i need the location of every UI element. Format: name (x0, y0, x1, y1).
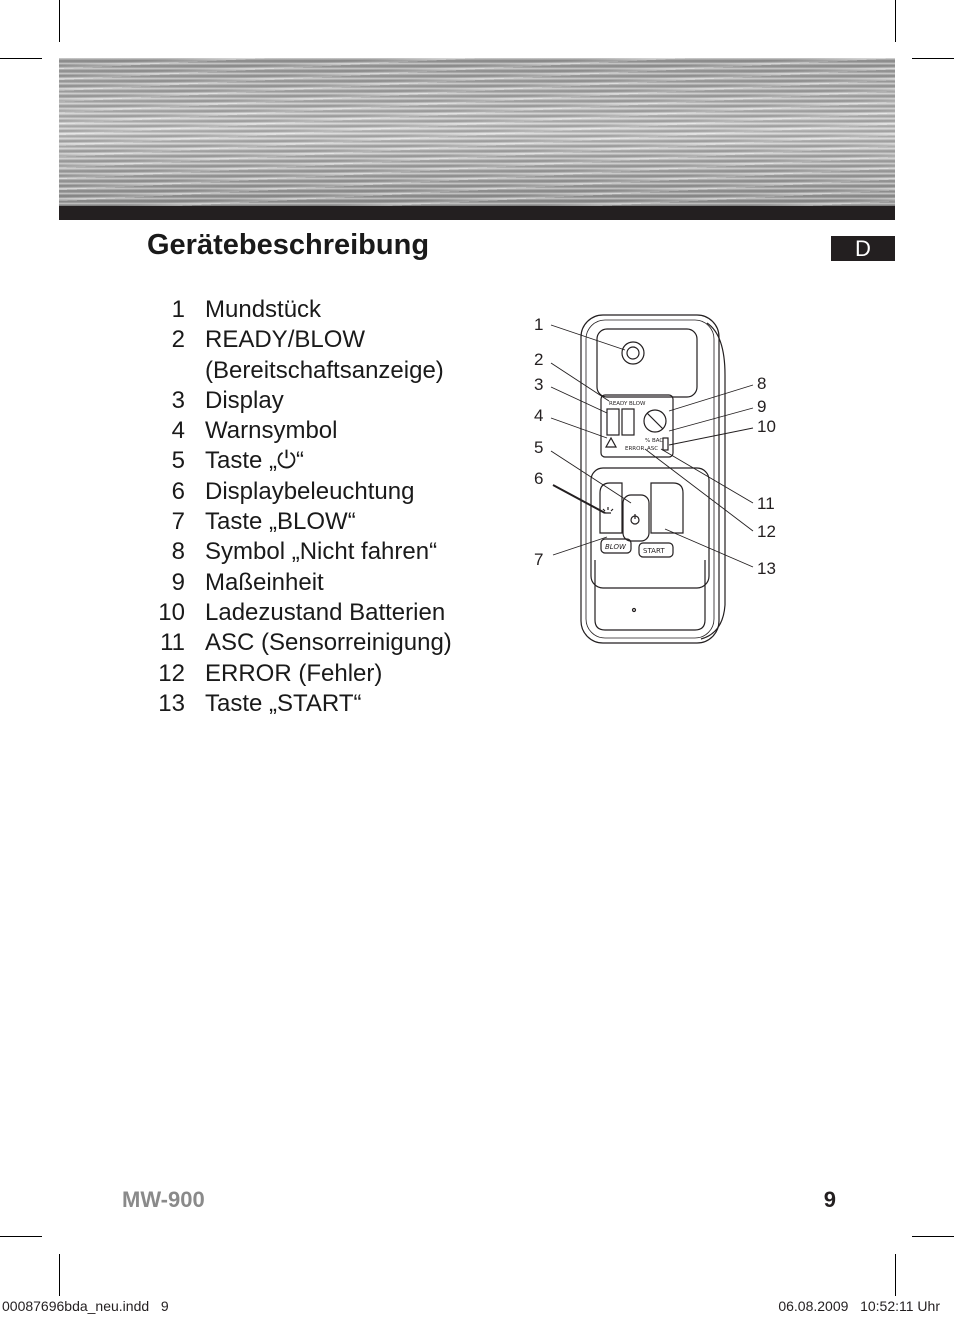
device-body-inner (586, 320, 714, 638)
language-tab: D (831, 236, 895, 261)
leader-line (551, 363, 609, 401)
callout-8: 8 (757, 374, 767, 393)
item-label: Mundstück (205, 296, 322, 323)
list-item (140, 628, 505, 658)
list-item (140, 507, 505, 537)
leader-line (645, 449, 753, 531)
display-digit (607, 409, 619, 435)
item-label: ERROR (Fehler) (205, 659, 383, 687)
list-item (140, 598, 505, 628)
print-slug-date: 06.08.2009 10:52:11 Uhr (778, 1298, 940, 1314)
item-label: ASC (Sensorreinigung) (205, 629, 452, 657)
button-panel (591, 468, 709, 588)
callout-12: 12 (757, 522, 776, 541)
item-label: Symbol „Nicht fahren“ (205, 538, 438, 566)
ready-label: READY (609, 401, 628, 407)
crop-mark (912, 58, 954, 59)
list-item (140, 477, 505, 507)
right-button (651, 483, 683, 533)
leader-line (661, 449, 753, 503)
model-name: MW-900 (122, 1187, 205, 1212)
item-label: Warnsymbol (205, 417, 338, 445)
leader-line (669, 428, 753, 445)
page-title: Gerätebeschreibung (147, 229, 430, 261)
item-number: 5 (171, 447, 185, 475)
item-label: Display (205, 386, 284, 414)
warning-icon (606, 438, 616, 447)
callout-5: 5 (534, 438, 544, 457)
callout-1: 1 (534, 315, 544, 334)
item-label: Ladezustand Batterien (205, 598, 446, 626)
banner-bottom-bar (59, 206, 895, 220)
item-number: 6 (171, 477, 185, 505)
item-number: 1 (171, 296, 185, 323)
list-item (140, 446, 505, 476)
callout-2: 2 (534, 350, 544, 369)
callout-7: 7 (534, 550, 544, 569)
mouthpiece-icon (622, 342, 644, 364)
list-item (140, 386, 505, 416)
crop-mark (59, 1254, 60, 1296)
list-item (140, 689, 505, 719)
list-item (140, 659, 505, 689)
power-button (623, 495, 649, 541)
crop-mark (895, 1254, 896, 1296)
callout-10: 10 (757, 417, 776, 436)
callout-9: 9 (757, 397, 767, 416)
start-button-label: START (643, 547, 665, 555)
item-label: Taste „⏻“ (205, 447, 304, 475)
callout-3: 3 (534, 375, 544, 394)
leader-line (551, 387, 607, 413)
list-item (140, 295, 505, 325)
item-label: Displaybeleuchtung (205, 477, 415, 505)
item-number: 10 (158, 598, 185, 626)
leader-line (551, 418, 607, 438)
item-number: 3 (171, 386, 185, 414)
mouthpiece-housing (597, 329, 697, 397)
leader-line (553, 537, 607, 555)
print-slug-file: 00087696bda_neu.indd 9 (2, 1298, 169, 1314)
item-label: Taste „START“ (205, 689, 362, 717)
callout-6: 6 (534, 469, 544, 488)
device-diagram-svg (525, 305, 795, 650)
leader-line (669, 385, 753, 411)
item-label: READY/BLOW (Bereitschaftsanzeige) (205, 326, 444, 384)
item-number: 9 (171, 568, 185, 596)
crop-mark (59, 0, 60, 42)
leader-line (669, 408, 753, 431)
list-item (140, 325, 505, 386)
blow-display-label: BLOW (629, 401, 646, 407)
crop-mark (0, 58, 42, 59)
list-item (140, 416, 505, 446)
error-label: ERROR (625, 446, 645, 452)
battery-icon (663, 438, 668, 450)
item-number: 12 (158, 659, 185, 687)
callout-4: 4 (534, 406, 544, 425)
item-number: 11 (160, 629, 185, 657)
item-number: 4 (171, 417, 185, 445)
parts-list (140, 295, 505, 719)
item-number: 2 (171, 326, 185, 354)
asc-label: ASC (647, 446, 659, 452)
no-driving-slash (647, 413, 663, 429)
item-label: Maßeinheit (205, 568, 324, 596)
item-number: 7 (171, 508, 185, 536)
item-number: 13 (158, 689, 185, 717)
lower-panel (595, 560, 705, 630)
item-label: Taste „BLOW“ (205, 508, 356, 536)
crop-mark (895, 0, 896, 42)
list-item (140, 568, 505, 598)
crop-mark (912, 1236, 954, 1237)
crop-mark (0, 1236, 42, 1237)
device-body (581, 315, 719, 643)
callout-13: 13 (757, 559, 776, 578)
device-diagram (525, 305, 795, 650)
page-number: 9 (823, 1187, 836, 1212)
mouthpiece-inner (627, 347, 639, 359)
indicator-dot (633, 609, 636, 612)
callout-11: 11 (757, 494, 775, 513)
leader-line (553, 485, 605, 513)
bac-label: % BAC (645, 438, 664, 444)
item-number: 8 (171, 538, 185, 566)
display-digit (622, 409, 634, 435)
brushed-metal-banner (59, 58, 895, 206)
blow-button-label: BLOW (605, 543, 626, 551)
list-item (140, 537, 505, 567)
